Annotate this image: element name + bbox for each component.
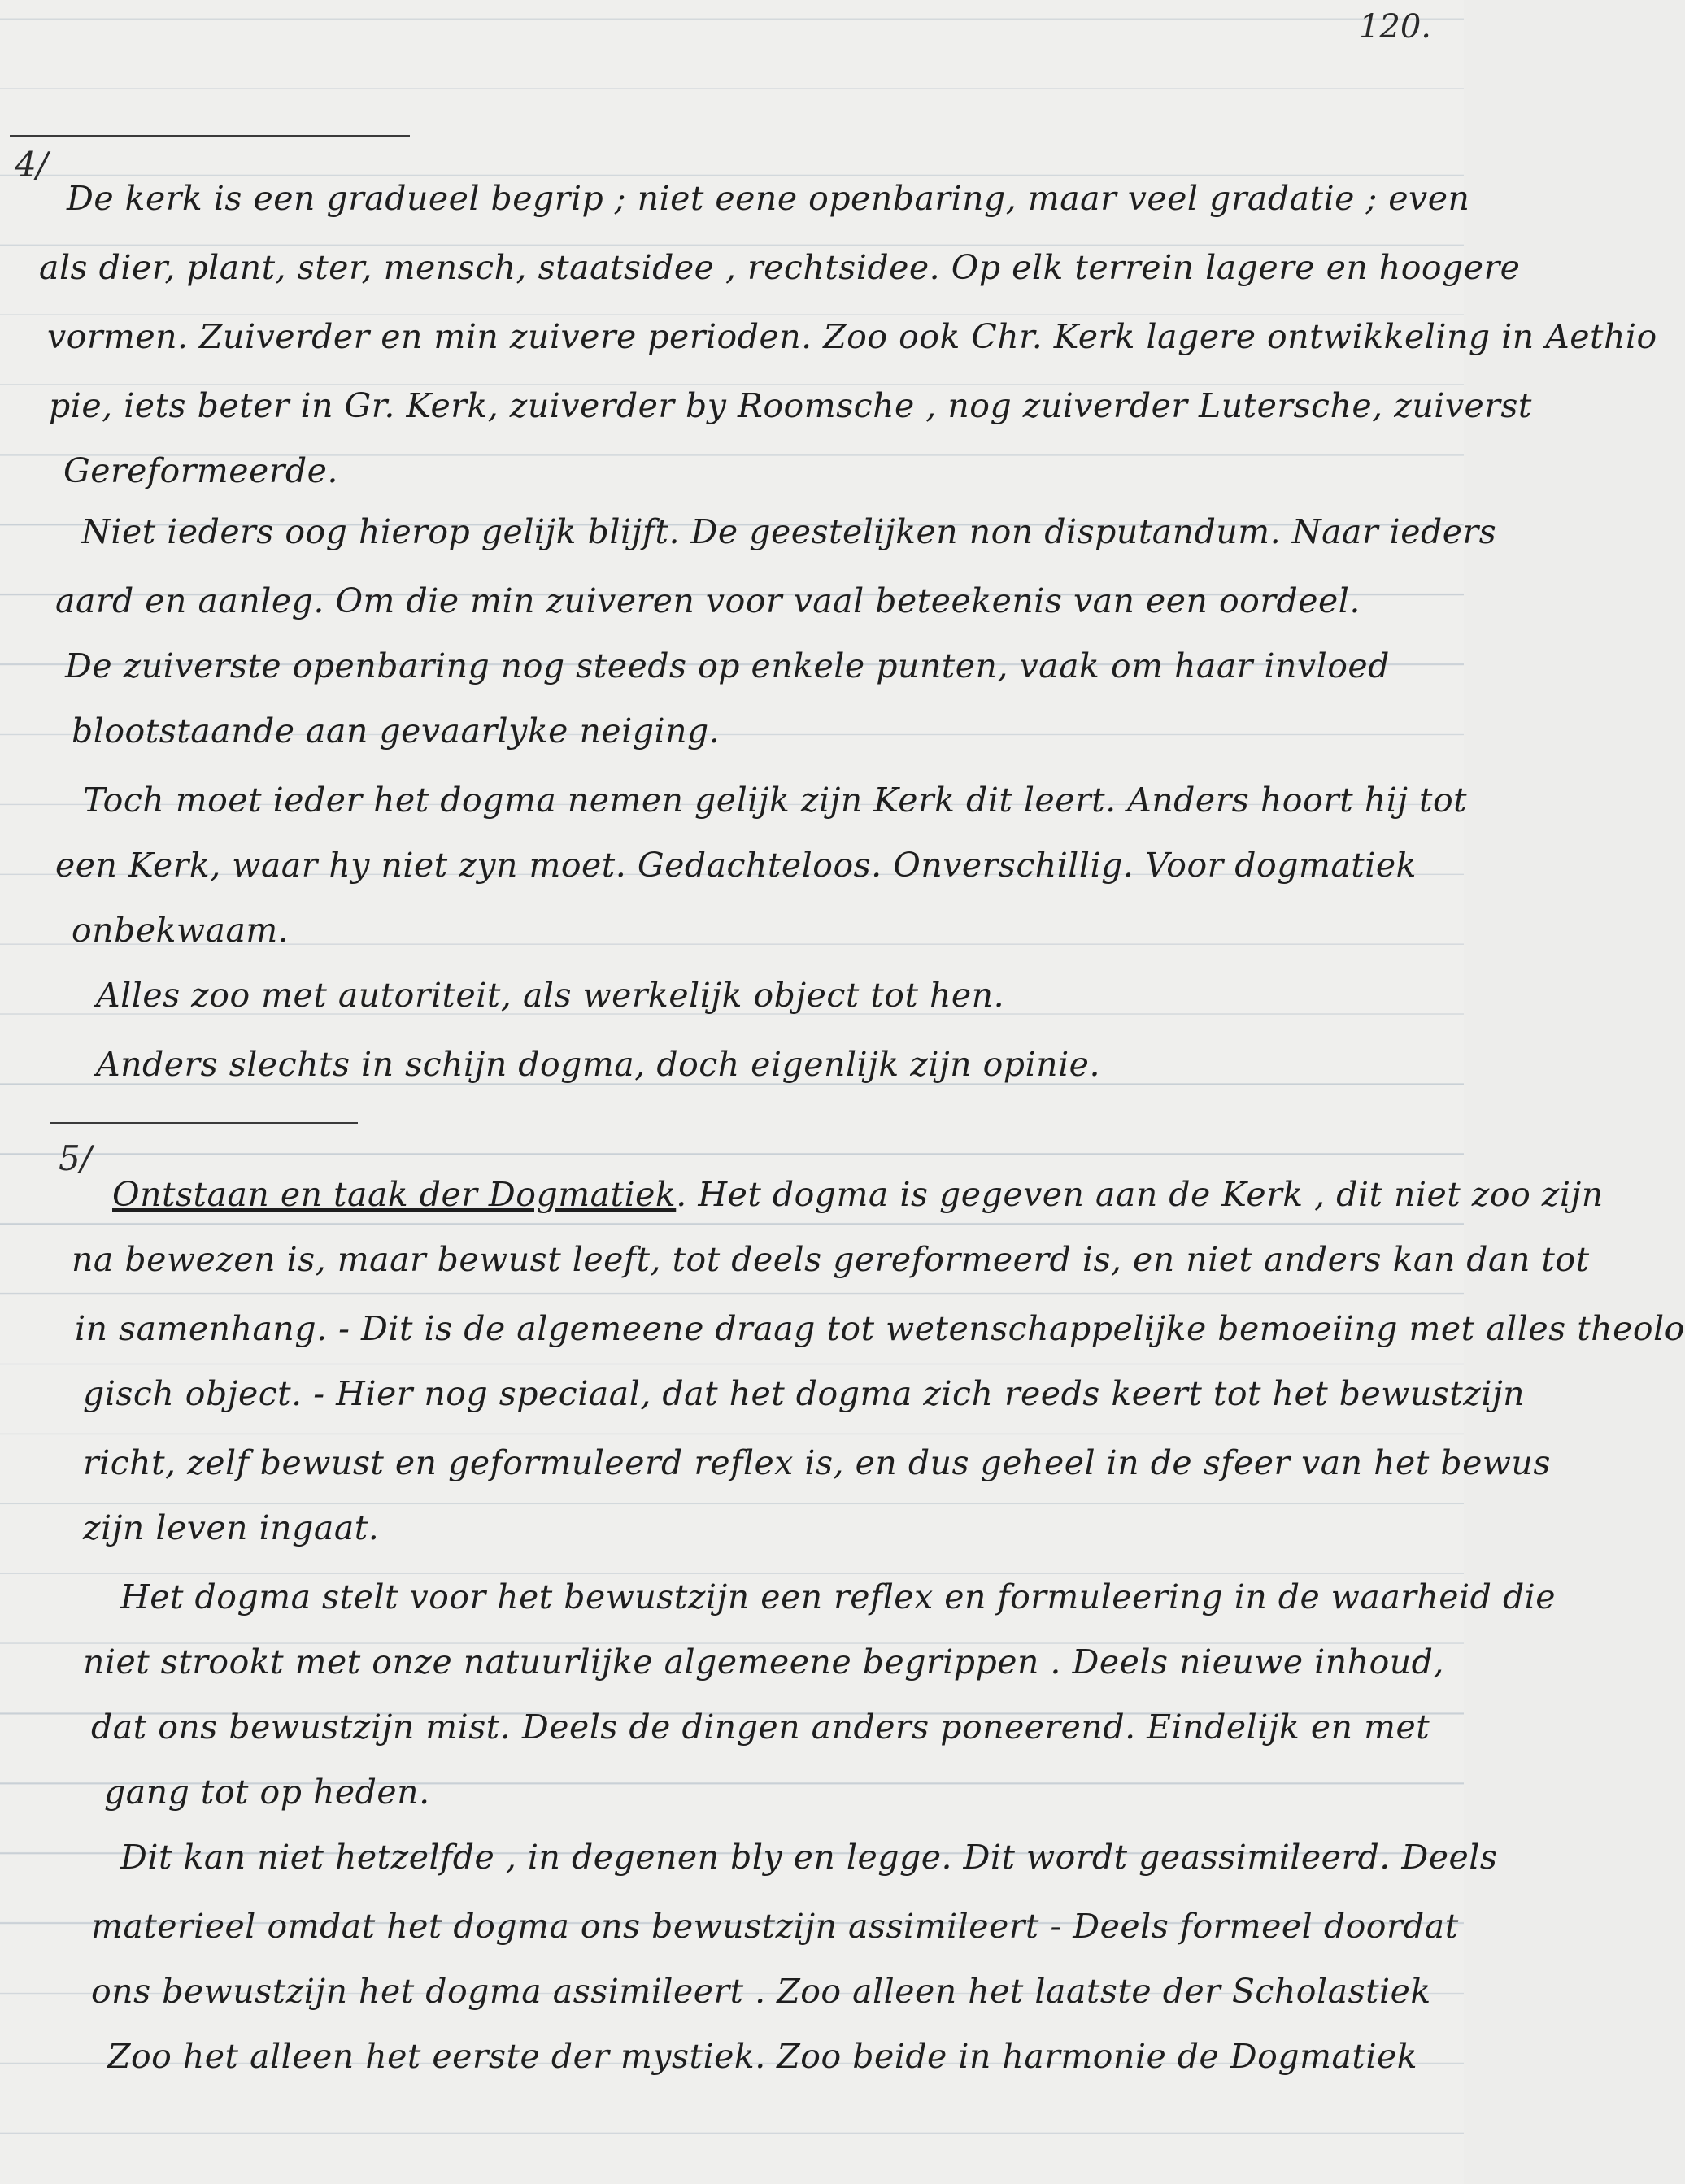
section-divider-4: [10, 135, 410, 137]
section-4-line: blootstaande aan gevaarlyke neiging.: [72, 711, 721, 750]
section-5-line: na bewezen is, maar bewust leeft, tot deels gereformeerd is, en niet anders kan dan tot: [72, 1240, 1590, 1279]
page-number: 120.: [1358, 8, 1431, 46]
section-5-line: Zoo het alleen het eerste der mystiek. Zoo beide in harmonie de Dogmatiek: [107, 2037, 1418, 2076]
section-5-first-line-rest: . Het dogma is gegeven aan de Kerk , dit niet zoo zijn: [676, 1175, 1604, 1214]
section-4-line: vormen. Zuiverder en min zuivere perioden. Zoo ook Chr. Kerk lagere ontwikkeling in Aethio: [47, 317, 1657, 356]
section-4-line: Niet ieders oog hierop gelijk blijft. De geestelijken non disputandum. Naar ieders: [81, 512, 1497, 551]
section-4-line: pie, iets beter in Gr. Kerk, zuiverder by Roomsche , nog zuiverder Lutersche, zuiverst: [49, 386, 1532, 425]
section-5-line: richt, zelf bewust en geformuleerd reflex is, en dus geheel in de sfeer van het bewus: [83, 1443, 1551, 1482]
section-5-line: niet strookt met onze natuurlijke algemeene begrippen . Deels nieuwe inhoud,: [83, 1642, 1444, 1682]
section-5-first-line: [112, 1175, 1604, 1214]
section-4-line: Toch moet ieder het dogma nemen gelijk zijn Kerk dit leert. Anders hoort hij tot: [83, 781, 1468, 820]
section-4-line: De zuiverste openbaring nog steeds op enkele punten, vaak om haar invloed: [65, 646, 1390, 685]
section-number-5: 5/: [59, 1138, 92, 1178]
section-5-line: Het dogma stelt voor het bewustzijn een reflex en formuleering in de waarheid die: [120, 1577, 1557, 1616]
section-5-line: ons bewustzijn het dogma assimileert . Zoo alleen het laatste der Scholastiek: [91, 1972, 1431, 2011]
section-5-line: gang tot op heden.: [104, 1773, 430, 1812]
section-4-line: onbekwaam.: [72, 911, 290, 950]
section-4-line: De kerk is een gradueel begrip ; niet eene openbaring, maar veel gradatie ; even: [67, 179, 1470, 218]
section-5-line: in samenhang. - Dit is de algemeene draag tot wetenschappelijke bemoeiing met alles theolo: [75, 1309, 1685, 1348]
section-4-line: Alles zoo met autoriteit, als werkelijk object tot hen.: [96, 976, 1005, 1015]
section-4-line: een Kerk, waar hy niet zyn moet. Gedachteloos. Onverschillig. Voor dogmatiek: [55, 846, 1417, 885]
section-5-heading: Ontstaan en taak der Dogmatiek: [112, 1175, 677, 1214]
section-4-line: Anders slechts in schijn dogma, doch eigenlijk zijn opinie.: [96, 1045, 1100, 1084]
section-5-line: materieel omdat het dogma ons bewustzijn assimileert - Deels formeel doordat: [91, 1907, 1459, 1946]
section-5-line: gisch object. - Hier nog speciaal, dat het dogma zich reeds keert tot het bewustzijn: [83, 1374, 1526, 1413]
section-5-line: Dit kan niet hetzelfde , in degenen bly en legge. Dit wordt geassimileerd. Deels: [120, 1838, 1498, 1877]
section-number-4: 4/: [15, 145, 48, 185]
section-5-line: dat ons bewustzijn mist. Deels de dingen anders poneerend. Eindelijk en met: [91, 1708, 1430, 1747]
section-4-line: als dier, plant, ster, mensch, staatsidee , rechtsidee. Op elk terrein lagere en hoogere: [39, 248, 1521, 287]
section-5-line: zijn leven ingaat.: [83, 1508, 380, 1547]
section-divider-5: [50, 1122, 358, 1124]
section-4-line: Gereformeerde.: [63, 451, 338, 490]
section-4-line: aard en aanleg. Om die min zuiveren voor vaal beteekenis van een oordeel.: [55, 581, 1361, 620]
